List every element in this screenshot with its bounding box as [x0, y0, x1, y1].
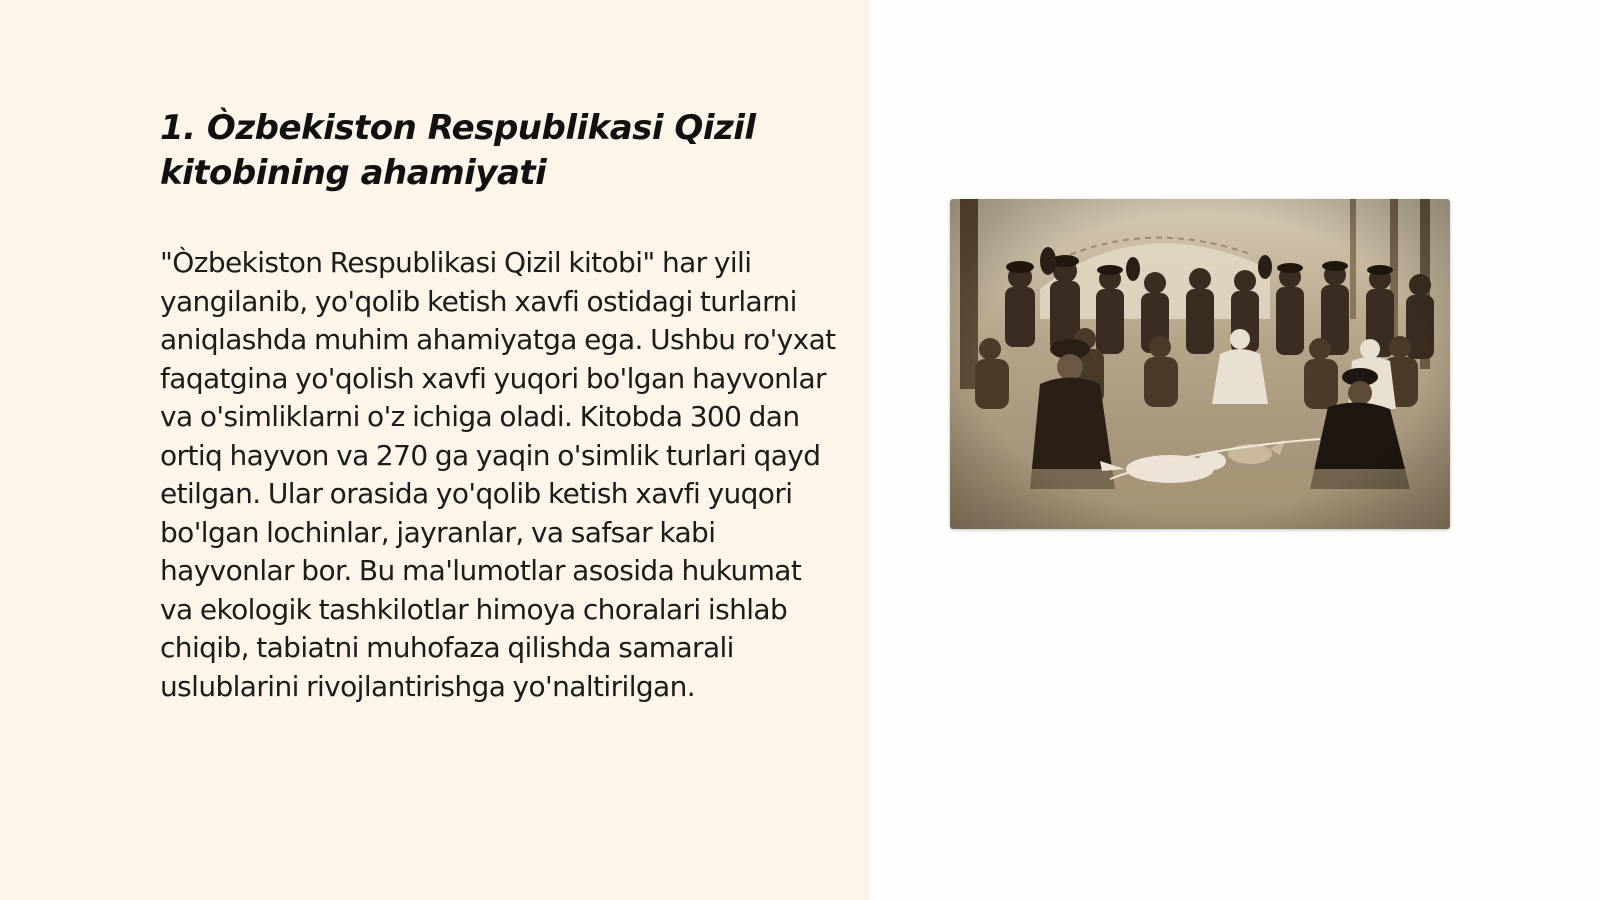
sepia-group-photo-icon: [950, 199, 1450, 529]
slide-body-text: "Òzbekiston Respublikasi Qizil kitobi" har yili yangilanib, yo'qolib ketish xavfi ostidagi turlarni aniqlashda muhim ahamiyatga ega. Ushbu ro'yxat faqatgina yo'qolish xavfi yuqori bo'lgan hayvonlar va o'simliklarni o'z ichiga oladi. Kitobda 300 dan ortiq hayvon va 270 ga yaqin o'simlik turlari qayd etilgan. Ular orasida yo'qolib ketish xavfi yuqori bo'lgan lochinlar, jayranlar, va safsar kabi hayvonlar bor. Bu ma'lumotlar asosida hukumat va ekologik tashkilotlar himoya choralari ishlab chiqib, tabiatni muhofaza qilishda samarali uslublarini rivojlantirishga yo'naltirilgan.: [160, 246, 836, 703]
slide-title: 1. Òzbekiston Respublikasi Qizil kitobining ahamiyati: [160, 108, 756, 193]
historical-photo: [950, 199, 1450, 529]
